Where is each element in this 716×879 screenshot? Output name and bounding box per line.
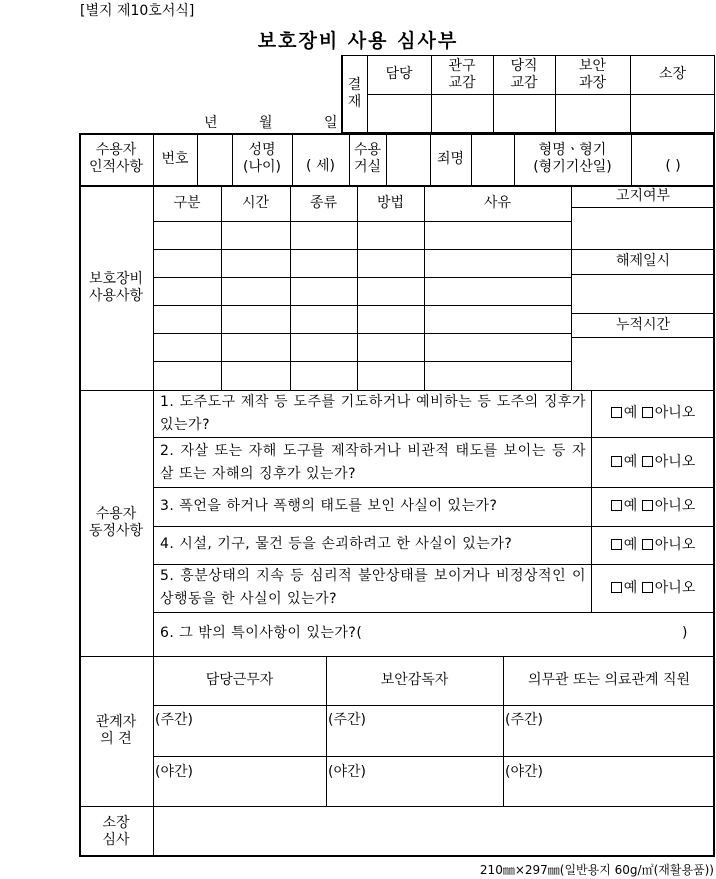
usage-col-type: 종류 [309,194,338,211]
behavior-question-2: 2. 자살 또는 자해 도구를 제작하거나 비관적 태도를 보이는 등 자살 또는 자해의 징후가 있는가? [160,443,586,482]
day-label-3: (주간) [505,712,543,728]
day-label-2: (주간) [328,712,366,728]
checkbox-no-2[interactable]: 아니오 [642,454,696,471]
checkbox-no-5[interactable]: 아니오 [642,580,696,597]
director-review-label: 소장 심사 [102,814,130,848]
date-month: 월 [259,115,273,131]
checkbox-yes-5[interactable]: 예 [611,580,638,597]
approval-header-duty-supervisor: 당직 교감 [510,57,538,91]
sentence-field[interactable]: ( ) [665,157,681,174]
yes-no-3 [591,487,715,526]
opinion-col-medical-staff: 의무관 또는 의료관계 직원 [527,672,691,689]
checkbox-yes-3[interactable]: 예 [611,498,638,515]
cell-label: 수용 거실 [353,142,382,175]
usage-col-reason: 사유 [483,194,512,211]
name-age-label: 성명 (나이) [243,142,281,175]
approval-header-ward-supervisor: 관구 교감 [448,57,476,91]
night-label-1: (야간) [155,764,193,780]
form-label: [별지 제10호서식] [80,3,195,19]
checkbox-no-3[interactable]: 아니오 [642,498,696,515]
opinion-col-security-supervisor: 보안감독자 [380,672,449,689]
behavior-question-1: 1. 도주도구 제작 등 도주를 기도하거나 예비하는 등 도주의 징후가 있는가? [160,394,586,433]
inmate-info-section-label: 수용자 인적사항 [88,142,144,175]
usage-col-category: 구분 [173,194,201,211]
date-day: 일 [324,115,338,131]
approval-header-staff: 담당 [385,66,413,83]
yes-no-1 [591,390,715,437]
night-label-2: (야간) [328,764,366,780]
yes-no-2 [591,437,715,487]
age-field[interactable]: ( 세) [306,157,335,174]
day-label-1: (주간) [155,712,193,728]
opinion-col-duty-officer: 담당근무자 [205,672,274,689]
question-6-close: ) [682,625,688,642]
approval-header-director: 소장 [658,66,687,83]
cumulative-time-label: 누적시간 [615,316,671,333]
behavior-section-label: 수용자 동정사항 [88,506,144,539]
behavior-question-6: 6. 그 밖의 특이사항이 있는가?( [160,625,363,642]
approval-label: 결 재 [347,77,362,110]
checkbox-no-4[interactable]: 아니오 [642,537,696,554]
opinion-section-label: 관계자 의 견 [95,714,137,747]
notice-status-label: 고지여부 [615,187,671,204]
checkbox-yes-2[interactable]: 예 [611,454,638,471]
yes-no-4 [591,526,715,564]
crime-label: 죄명 [436,150,465,167]
usage-section-label: 보호장비 사용사항 [88,270,144,304]
checkbox-yes-4[interactable]: 예 [611,537,638,554]
checkbox-no-1[interactable]: 아니오 [642,405,696,422]
yes-no-5 [591,564,715,612]
usage-col-method: 방법 [376,194,405,211]
paper-spec-footer: 210㎜×297㎜(일반용지 60g/㎡(재활용품)) [479,863,714,877]
behavior-question-4: 4. 시설, 기구, 물건 등을 손괴하려고 한 사실이 있는가? [160,536,513,553]
number-label: 번호 [161,150,189,167]
approval-header-security-chief: 보안 과장 [578,57,607,91]
sentence-label: 형명ㆍ형기 (형기기산일) [533,142,612,175]
night-label-3: (야간) [505,764,543,780]
date-year: 년 [204,115,218,131]
release-datetime-label: 해제일시 [615,253,671,270]
behavior-question-5: 5. 흥분상태의 지속 등 심리적 불안상태를 보이거나 비정상적인 이상행동을 한 사실이 있는가? [160,568,586,607]
behavior-question-3: 3. 폭언을 하거나 폭행의 태도를 보인 사실이 있는가? [160,497,498,514]
usage-col-time: 시간 [241,194,270,211]
checkbox-yes-1[interactable]: 예 [611,405,638,422]
page-title: 보호장비 사용 심사부 [257,30,459,52]
